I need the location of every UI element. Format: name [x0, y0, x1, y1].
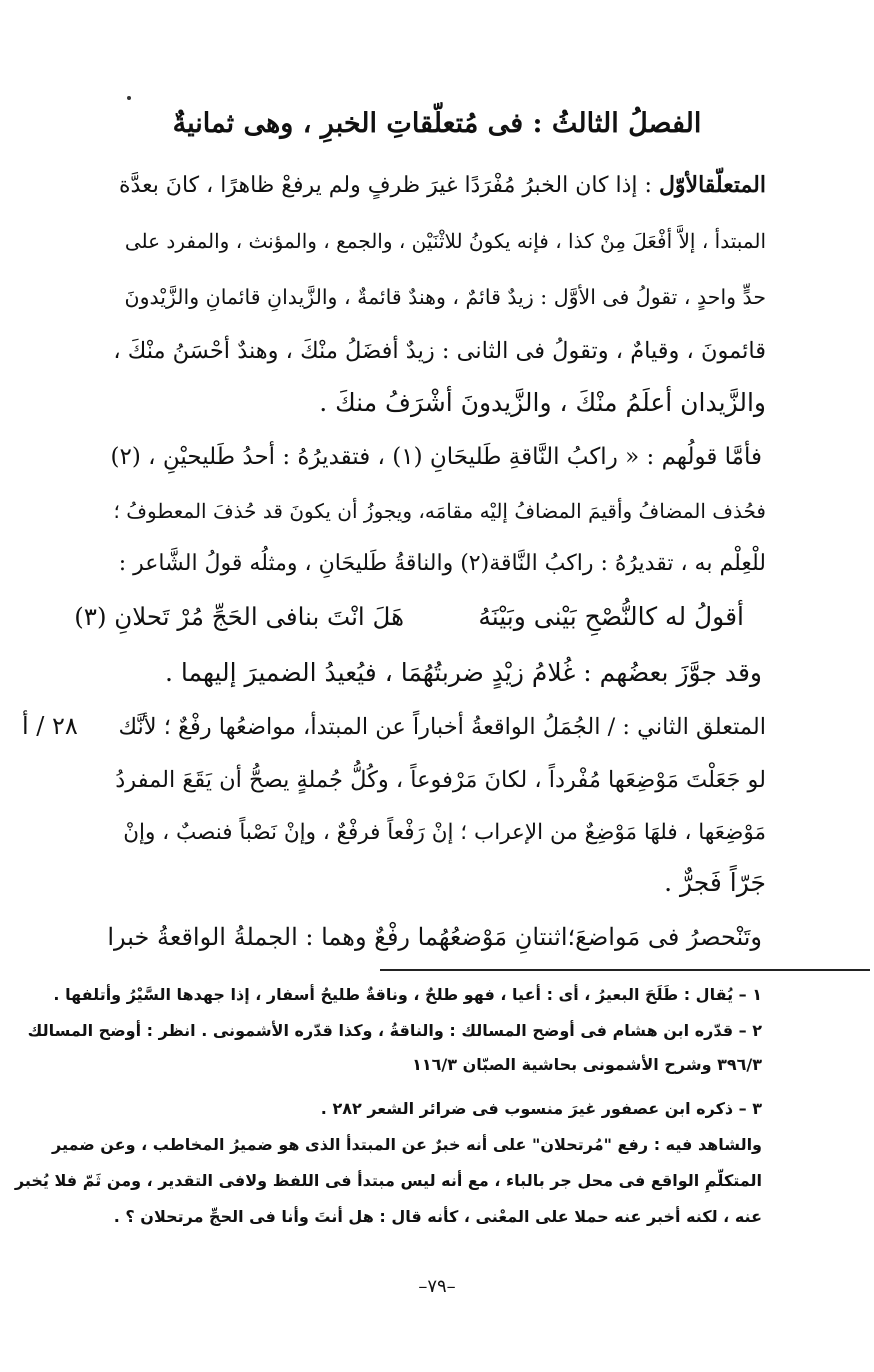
footnote-line: والشاهد فيه : رفع "مُرتحلان" على أنه خبرٌ عن المبتدأ الذى هو ضميرُ المخاطب ، وعن ضمير — [52, 1135, 762, 1154]
para1-line2: المبتدأ ، إلاَّ أفْعَلَ مِنْ كذا ، فإنه يكونُ للاثْنَيْن ، والجمع ، والمؤنث ، والمفرد على — [124, 229, 766, 253]
footnote-line: ٣ – ذكره ابن عصفور غيرَ منسوب فى ضرائر الشعر ٢٨٢ . — [320, 1099, 762, 1118]
para4-line2: لو جَعَلْتَ مَوْضِعَها مُفْرداً ، لكانَ مَرْفوعاً ، وكُلُّ جُملةٍ يصحُّ أن يَقَعَ المفردُ — [115, 767, 766, 793]
footnote-line: ٢ – قدّره ابن هشام فى أوضح المسالك : والناقةُ ، وكذا قدّره الأشمونى . انظر : أوضح المسالك — [27, 1021, 762, 1040]
para3-line: وقد جوَّزَ بعضُهم : غُلامُ زيْدٍ ضربتُهُمَا ، فيُعيدُ الضميرَ إليهما . — [165, 658, 762, 687]
para4-line3: مَوْضِعَها ، فلهَا مَوْضِعٌ من الإعراب ؛ إنْ رَفْعاً فرفْعٌ ، وإنْ نَصْباً فنصبٌ ، وإنْ — [123, 820, 766, 845]
para2-line1: فأمَّا قولُهم : « راكبُ النَّاقةِ طَليحَانِ (١) ، فتقديرُهُ : أحدُ طَليحيْنِ ، (٢) — [110, 444, 762, 470]
para1-label: المتعلّقالأوّل — [658, 172, 766, 198]
footnote-line: ١ – يُقال : طَلَحَ البعيرُ ، أى : أعيا ، فهو طلحٌ ، وناقةٌ طليحُ أسفار ، إذا جهدها السَّيْرُ وأتلفها . — [53, 985, 762, 1004]
page-number: –٧٩– — [418, 1276, 456, 1297]
footnote-line: ٣٩٦/٣ وشرح الأشمونى بحاشية الصبّان ١١٦/٣ — [412, 1055, 762, 1074]
chapter-heading: الفصلُ الثالثُ : فى مُتعلّقاتِ الخبرِ ، وهى ثمانيةٌ — [172, 108, 702, 139]
para1-line1 — [111, 168, 766, 203]
speck-mark — [127, 96, 131, 100]
para1-line3: حدٍّ واحدٍ ، تقولُ فى الأوَّل : زيدٌ قائمٌ ، وهندٌ قائمةٌ ، والزَّيدانِ قائمانِ والزَّيْدونَ — [124, 285, 766, 309]
manuscript-folio-marker: ٢٨ / أ — [22, 712, 78, 740]
para1-line1-text: : إذا كان الخبرُ مُفْرَدًا غيرَ ظرفٍ ولم يرفعْ ظاهرًا ، كانَ بعدَّة — [119, 173, 659, 198]
verse-second-hemistich: هَلَ انْتَ بنافى الحَجِّ مُرْ تَحلانِ (٣) — [74, 602, 404, 631]
para1-line5: والزَّيدان أعلَمُ منْكَ ، والزَّيدونَ أشْرَفُ منكَ . — [319, 388, 766, 417]
para4-line1: المتعلق الثاني : / الجُمَلُ الواقعةُ أخباراً عن المبتدأ، مواضعُها رفْعٌ ؛ لأنَّك — [118, 714, 766, 740]
footnote-line: عنه ، لكنه أخبر عنه حملا على المعْنى ، كأنه قال : هل أنتَ وأنا فى الحجِّ مرتحلان ؟ . — [113, 1207, 762, 1226]
verse-first-hemistich: أقولُ له كالنُّصْحِ بَيْنى وبَيْنَهُ — [478, 602, 744, 631]
para1-line4: قائمونَ ، وقيامٌ ، وتقولُ فى الثانى : زيدٌ أفضَلُ منْكَ ، وهندٌ أحْسَنُ منْكَ ، — [113, 338, 766, 364]
footnote-line: المتكلّمِ الواقع فى محل جر بالباء ، مع أنه ليس مبتدأ فى اللفظ ولافى التقدير ، ومن ثَمّ فلا يُخبر — [14, 1171, 762, 1190]
para2-line3: للْعِلْم به ، تقديرُهُ : راكبُ النَّاقة(٢) والناقةُ طَليحَانِ ، ومثلُه قولُ الشَّاعر : — [118, 551, 766, 576]
para5-line: وتَنْحصرُ فى مَواضعَ؛اثنتانِ مَوْضعُهُما رفْعٌ وهما : الجملةُ الواقعةُ خبرا — [107, 923, 762, 951]
footnote-separator — [380, 969, 870, 971]
para2-line2: فحُذف المضافُ وأقيمَ المضافُ إليْه مقامَه، ويجوزُ أن يكونَ قد حُذفَ المعطوفُ ؛ — [113, 499, 766, 523]
para4-line4: جَرّاً فَجرٌّ . — [664, 868, 766, 897]
